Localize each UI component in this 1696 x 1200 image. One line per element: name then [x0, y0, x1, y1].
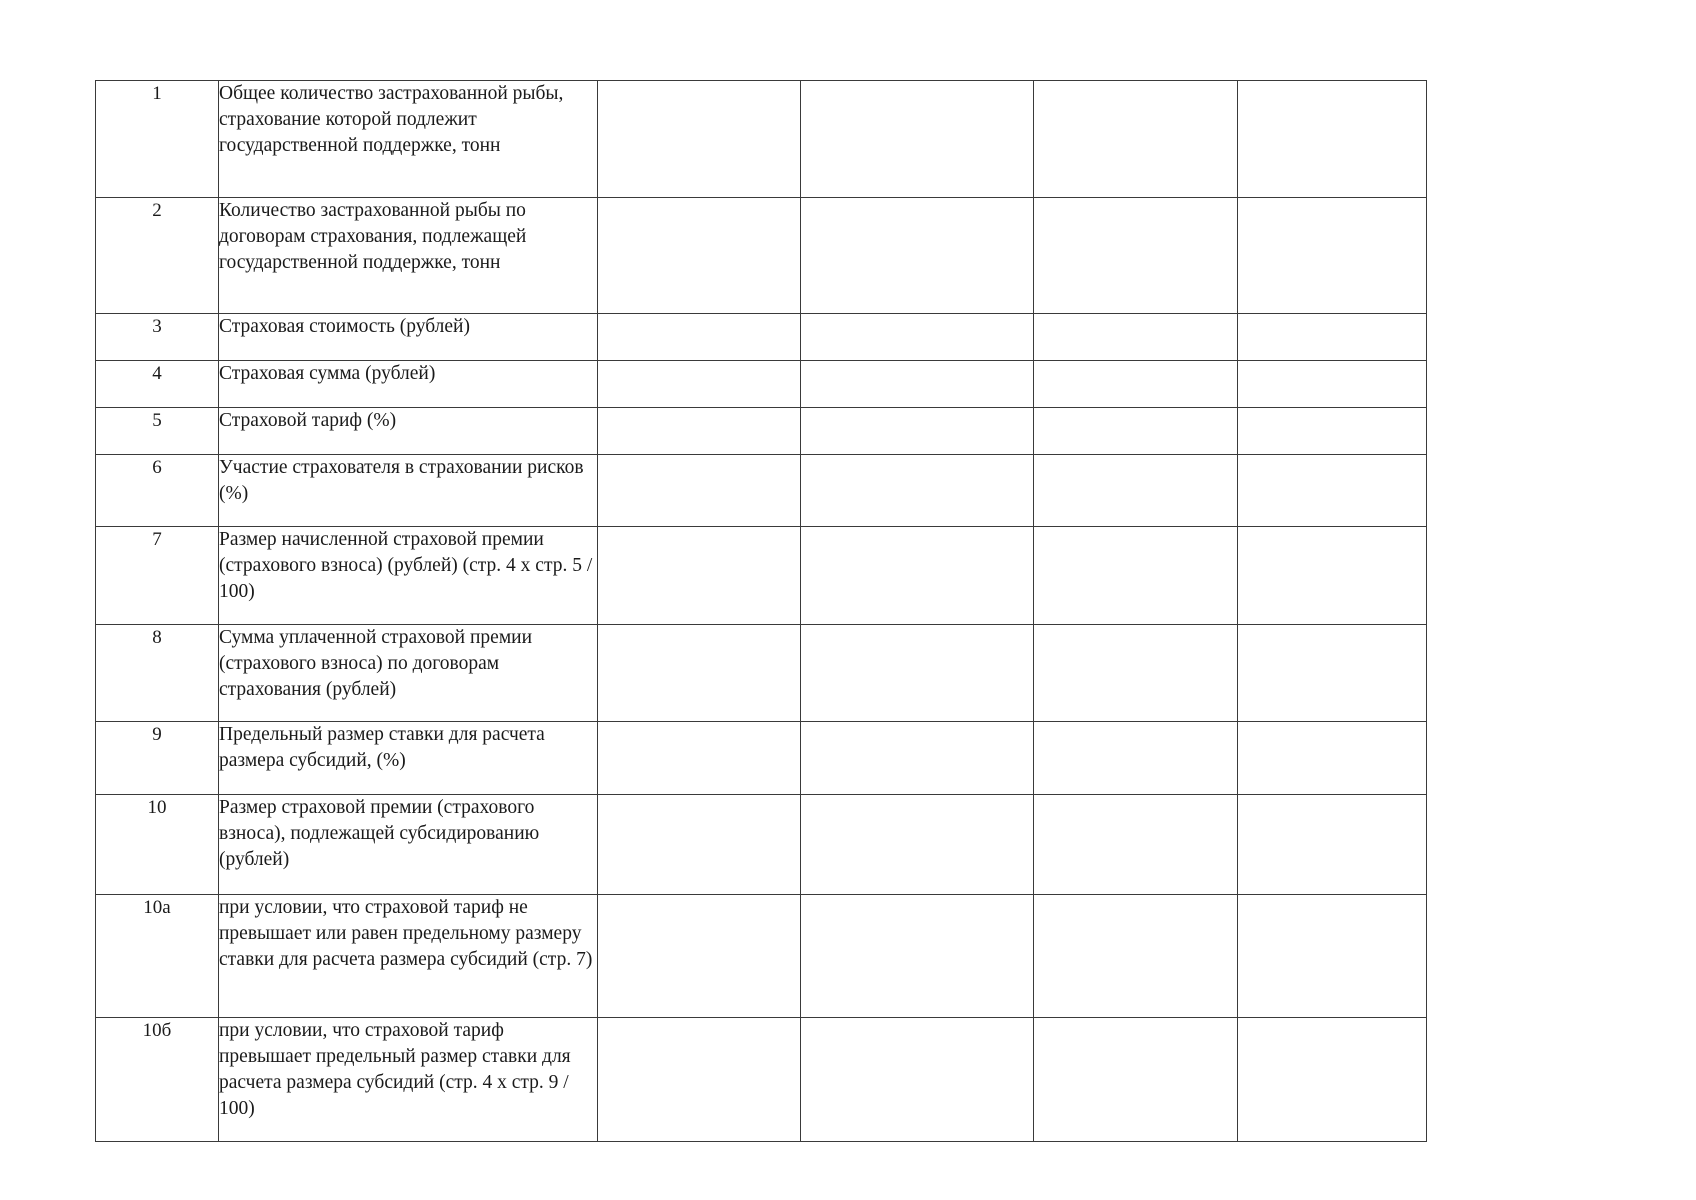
value-cell[interactable]	[598, 455, 801, 527]
value-cell[interactable]	[1238, 795, 1427, 895]
value-cell[interactable]	[1238, 625, 1427, 722]
value-cell[interactable]	[801, 527, 1034, 625]
row-label: Размер страховой премии (страхового взноса), подлежащей субсидированию (рублей)	[219, 795, 598, 895]
table-row	[96, 895, 1427, 1018]
row-number: 8	[96, 625, 219, 722]
table-row	[96, 795, 1427, 895]
value-cell[interactable]	[1034, 1018, 1238, 1142]
value-cell[interactable]	[801, 795, 1034, 895]
value-cell[interactable]	[1034, 795, 1238, 895]
value-cell[interactable]	[1238, 455, 1427, 527]
value-cell[interactable]	[598, 81, 801, 198]
row-number: 4	[96, 361, 219, 408]
value-cell[interactable]	[1034, 408, 1238, 455]
value-cell[interactable]	[1238, 527, 1427, 625]
row-number: 7	[96, 527, 219, 625]
value-cell[interactable]	[598, 198, 801, 314]
table-row	[96, 455, 1427, 527]
row-label: при условии, что страховой тариф превышает предельный размер ставки для расчета размера субсидий (стр. 4 х стр. 9 / 100)	[219, 1018, 598, 1142]
value-cell[interactable]	[801, 722, 1034, 795]
row-number: 6	[96, 455, 219, 527]
value-cell[interactable]	[1238, 361, 1427, 408]
value-cell[interactable]	[598, 1018, 801, 1142]
subsidy-calculation-table	[95, 80, 1427, 1142]
row-number: 5	[96, 408, 219, 455]
value-cell[interactable]	[1034, 361, 1238, 408]
row-label: Сумма уплаченной страховой премии (страхового взноса) по договорам страхования (рублей)	[219, 625, 598, 722]
row-label: Общее количество застрахованной рыбы, страхование которой подлежит государственной поддержке, тонн	[219, 81, 598, 198]
value-cell[interactable]	[598, 722, 801, 795]
row-label: Страховая сумма (рублей)	[219, 361, 598, 408]
row-label: Участие страхователя в страховании рисков (%)	[219, 455, 598, 527]
value-cell[interactable]	[1238, 408, 1427, 455]
value-cell[interactable]	[1238, 895, 1427, 1018]
value-cell[interactable]	[801, 625, 1034, 722]
value-cell[interactable]	[598, 895, 801, 1018]
row-number: 1	[96, 81, 219, 198]
value-cell[interactable]	[801, 408, 1034, 455]
table-row	[96, 527, 1427, 625]
value-cell[interactable]	[598, 625, 801, 722]
table-row	[96, 625, 1427, 722]
value-cell[interactable]	[1238, 81, 1427, 198]
value-cell[interactable]	[598, 527, 801, 625]
row-label: Размер начисленной страховой премии (страхового взноса) (рублей) (стр. 4 х стр. 5 / 100)	[219, 527, 598, 625]
table-row	[96, 314, 1427, 361]
value-cell[interactable]	[1034, 625, 1238, 722]
value-cell[interactable]	[1238, 314, 1427, 361]
row-label: Страховая стоимость (рублей)	[219, 314, 598, 361]
value-cell[interactable]	[801, 81, 1034, 198]
row-number: 2	[96, 198, 219, 314]
row-label: при условии, что страховой тариф не превышает или равен предельному размеру ставки для расчета размера субсидий (стр. 7)	[219, 895, 598, 1018]
value-cell[interactable]	[801, 198, 1034, 314]
value-cell[interactable]	[801, 895, 1034, 1018]
table-row	[96, 198, 1427, 314]
value-cell[interactable]	[598, 361, 801, 408]
table-row	[96, 722, 1427, 795]
table-row	[96, 1018, 1427, 1142]
row-number: 10а	[96, 895, 219, 1018]
value-cell[interactable]	[598, 314, 801, 361]
row-number: 10б	[96, 1018, 219, 1142]
value-cell[interactable]	[801, 314, 1034, 361]
row-number: 9	[96, 722, 219, 795]
table-row	[96, 81, 1427, 198]
row-label: Количество застрахованной рыбы по договорам страхования, подлежащей государственной поддержке, тонн	[219, 198, 598, 314]
table-row	[96, 408, 1427, 455]
value-cell[interactable]	[1034, 527, 1238, 625]
value-cell[interactable]	[1238, 1018, 1427, 1142]
value-cell[interactable]	[1034, 314, 1238, 361]
value-cell[interactable]	[598, 795, 801, 895]
value-cell[interactable]	[1034, 895, 1238, 1018]
value-cell[interactable]	[1034, 455, 1238, 527]
value-cell[interactable]	[801, 455, 1034, 527]
value-cell[interactable]	[598, 408, 801, 455]
table-row	[96, 361, 1427, 408]
row-label: Предельный размер ставки для расчета размера субсидий, (%)	[219, 722, 598, 795]
value-cell[interactable]	[1238, 722, 1427, 795]
value-cell[interactable]	[1034, 722, 1238, 795]
value-cell[interactable]	[801, 1018, 1034, 1142]
value-cell[interactable]	[801, 361, 1034, 408]
value-cell[interactable]	[1238, 198, 1427, 314]
row-label: Страховой тариф (%)	[219, 408, 598, 455]
value-cell[interactable]	[1034, 81, 1238, 198]
row-number: 10	[96, 795, 219, 895]
value-cell[interactable]	[1034, 198, 1238, 314]
row-number: 3	[96, 314, 219, 361]
